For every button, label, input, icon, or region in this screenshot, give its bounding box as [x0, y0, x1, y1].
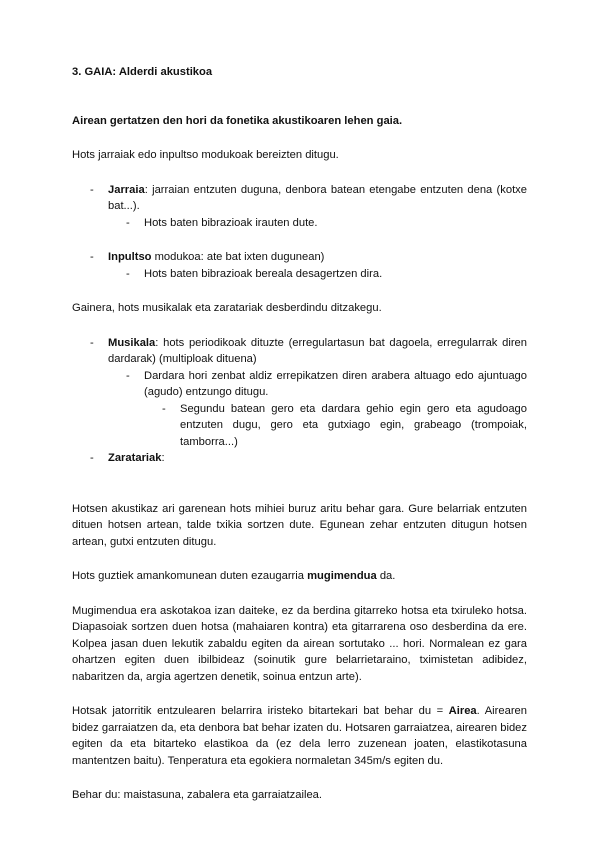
sound-type-list	[72, 182, 527, 232]
intro2-paragraph: Gainera, hots musikalak eta zaratariak desberdindu ditzakegu.	[72, 302, 382, 314]
paragraph-1: Hotsen akustikaz ari garenean hots mihiei buruz aritu behar gara. Gure belarriak entzuten dituen hotsen artean, talde txikia sortzen dute. Egunean zehar entzuten ditugun hotsen artean, gutxi entzuten ditugu.	[72, 502, 527, 548]
bullet-dash: -	[126, 369, 130, 382]
jarraia-text: : jarraian entzuten duguna, denbora batean etengabe entzuten dena (kotxe bat...).	[108, 183, 527, 212]
term-mugimendua: mugimendua	[307, 570, 377, 582]
term-inpultso: Inpultso	[108, 251, 152, 263]
sound-type-list-2	[72, 249, 527, 282]
paragraph-3: Mugimendua era askotakoa izan daiteke, ez da berdina gitarreko hotsa eta txiruleko hotsa. Diapasoiak sortzen duen hotsa (mahaiaren kontra) eta gitarrarena oso desberdina da ere. Kolpea jasan duen lekutik zabaldu egiten da airean sortutako ... hori. Normalean ez gara ohartzen egiten duen ibilbideaz (soinutik gure belarrietaraino, tximistetan adibidez, nabaritzen da, argia agertzen denetik, soinua entzun arte).	[72, 604, 527, 683]
term-zaratariak: Zaratariak	[108, 452, 162, 464]
bullet-dash: -	[90, 251, 94, 263]
term-jarraia: Jarraia	[108, 183, 145, 196]
document-page	[72, 64, 527, 822]
paragraph-5: Behar du: maistasuna, zabalera eta garraiatzailea.	[72, 789, 323, 801]
paragraph-4	[72, 703, 527, 769]
inpultso-text: modukoa: ate bat ixten dugunean)	[151, 251, 325, 263]
sublist-item-musikala	[72, 368, 527, 401]
list-item-inpultso	[72, 249, 527, 266]
subsublist-item-musikala	[72, 401, 527, 451]
zaratariak-text: :	[161, 452, 165, 464]
paragraph-2-pre: Hots guztiek amankomunean duten ezaugarria	[72, 570, 308, 582]
term-airea: Airea	[448, 705, 477, 717]
paragraph-2-post: da.	[376, 570, 396, 582]
term-musikala: Musikala	[108, 336, 156, 349]
intro-paragraph: Hots jarraiak edo inpultso modukoak bereizten ditugu.	[72, 149, 339, 161]
bullet-dash: -	[90, 336, 94, 349]
inpultso-sub-text: Hots baten bibrazioak bereala desagertzen dira.	[144, 267, 383, 280]
sublist-item-inpultso	[72, 266, 527, 283]
musikala-sub-text: Dardara hori zenbat aldiz errepikatzen diren arabera altuago edo ajuntuago (agudo) entzungo ditugu.	[144, 369, 527, 398]
document-title: 3. GAIA: Alderdi akustikoa	[72, 66, 213, 78]
bullet-dash: -	[162, 402, 166, 415]
musical-noise-list	[72, 335, 527, 467]
paragraph-2	[72, 568, 527, 585]
paragraph-4-post: . Airearen bidez garraiatzen da, eta denbora bat behar izaten du. Hotsaren garraiatzea, airearen bidez egiten da eta bitarteko elastikoa da (ez dela lerro zuzenean joaten, elastikotasuna mantentzen baitu). Tenperatura eta egokiera normaletan 345m/s egiten du.	[72, 705, 527, 767]
list-item-musikala	[72, 335, 527, 368]
bullet-dash: -	[90, 452, 94, 464]
sublist-item-jarraia	[72, 215, 527, 232]
bullet-dash: -	[126, 267, 130, 280]
musikala-subsub-text: Segundu batean gero eta dardara gehio egin gero eta agudoago entzuten dugu, gero eta gutxiago egin, grabeago (trompoiak, tamborra...)	[180, 402, 527, 448]
bullet-dash: -	[90, 183, 94, 196]
jarraia-sub-text: Hots baten bibrazioak irauten dute.	[144, 216, 318, 229]
musikala-text: : hots periodikoak dituzte (erregulartasun bat dagoela, erregularrak diren dardarak) (multiploak dituena)	[108, 336, 527, 365]
bullet-dash: -	[126, 216, 130, 229]
list-item-zaratariak	[72, 450, 527, 467]
document-subtitle: Airean gertatzen den hori da fonetika akustikoaren lehen gaia.	[72, 114, 403, 127]
paragraph-4-pre: Hotsak jatorritik entzulearen belarrira iristeko bitartekari bat behar du =	[72, 705, 449, 717]
list-item-jarraia	[72, 182, 527, 215]
